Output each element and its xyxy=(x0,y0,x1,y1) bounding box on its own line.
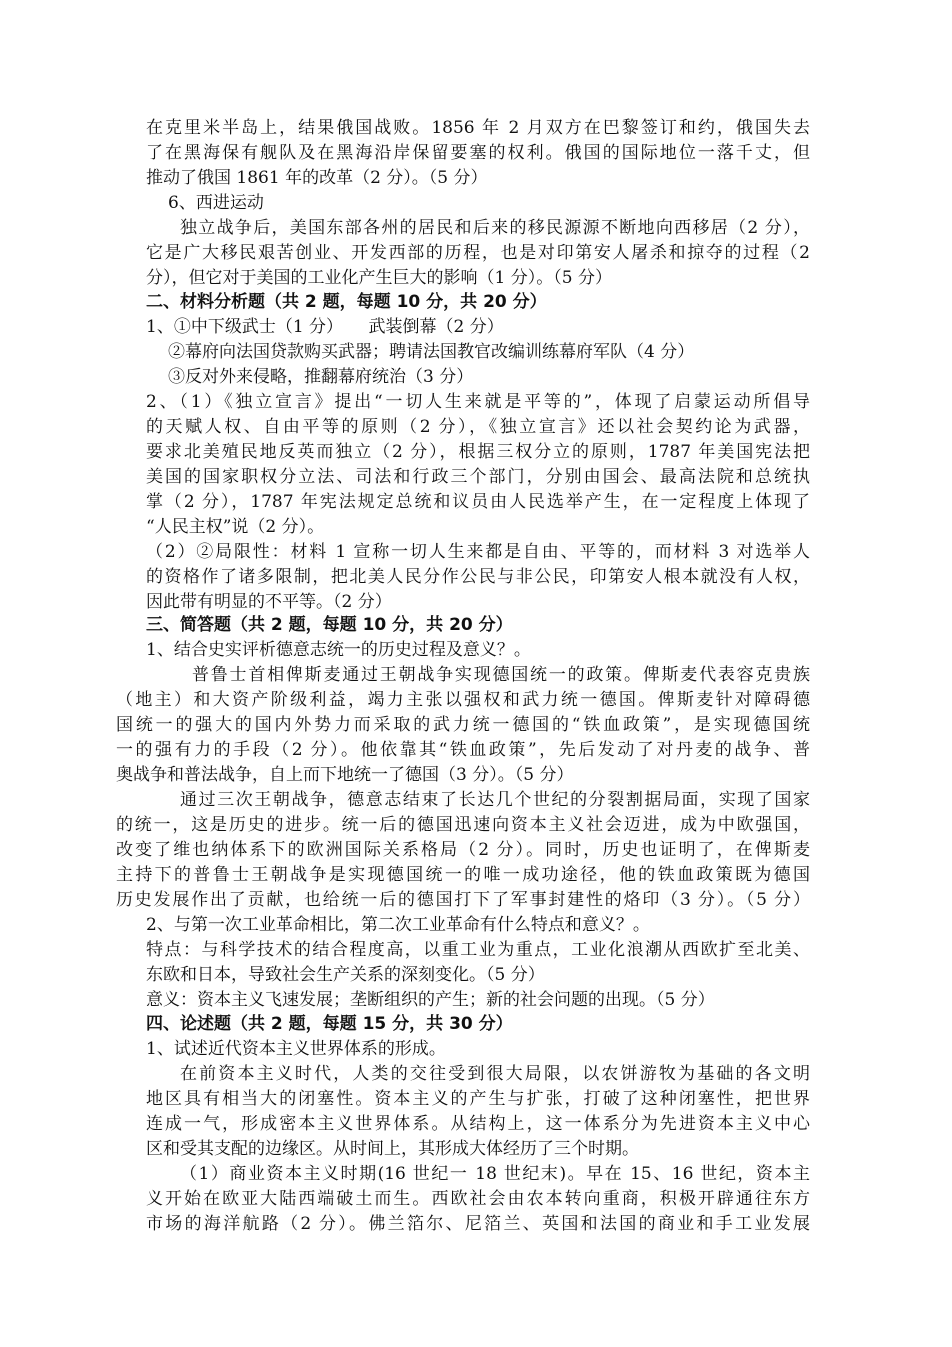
paragraph-line: 特点：与科学技术的结合程度高，以重工业为重点，工业化浪潮从西欧扩至北美、 xyxy=(146,940,810,960)
paragraph-line: 独立战争后，美国东部各州的居民和后来的移民源源不断地向西移居（2 分）， xyxy=(180,218,810,238)
paragraph-line: 国统一的强大的国内外势力而采取的武力统一德国的“铁血政策”，是实现德国统 xyxy=(116,715,810,735)
paragraph-line: 市场的海洋航路（2 分）。佛兰箔尔、尼箔兰、英国和法国的商业和手工业发展 xyxy=(146,1214,810,1234)
paragraph-line: 推动了俄国 1861 年的改革（2 分）。（5 分） xyxy=(146,168,488,188)
paragraph-line: 意义：资本主义飞速发展；垄断组织的产生；新的社会问题的出现。（5 分） xyxy=(146,990,715,1010)
paragraph-line: 因此带有明显的不平等。（2 分） xyxy=(146,592,392,612)
paragraph-line: 掌（2 分），1787 年宪法规定总统和议员由人民选举产生，在一定程度上体现了 xyxy=(146,492,810,512)
answer-line: ②幕府向法国贷款购买武器；聘请法国教官改编训练幕府军队（4 分） xyxy=(168,342,695,362)
paragraph-line: 通过三次王朝战争，德意志结束了长达几个世纪的分裂割据局面，实现了国家 xyxy=(180,790,810,810)
paragraph-line: 的资格作了诸多限制，把北美人民分作公民与非公民，印第安人根本就没有人权， xyxy=(146,567,810,587)
paragraph-line: 要求北美殖民地反英而独立（2 分），根据三权分立的原则，1787 年美国宪法把 xyxy=(146,442,810,462)
question-line: 1、试述近代资本主义世界体系的形成。 xyxy=(146,1039,446,1059)
paragraph-line: 了在黑海保有舰队及在黑海沿岸保留要塞的权利。俄国的国际地位一落千丈，但 xyxy=(146,143,810,163)
section-heading: 三、简答题（共 2 题，每题 10 分，共 20 分） xyxy=(146,615,513,635)
paragraph-line: （地主）和大资产阶级利益，竭力主张以强权和武力统一德国。俾斯麦针对障碍德 xyxy=(116,690,810,710)
answer-line: 1、①中下级武士（1 分） 武装倒幕（2 分） xyxy=(146,317,504,337)
paragraph-line: 奥战争和普法战争，自上而下地统一了德国（3 分）。（5 分） xyxy=(116,765,574,785)
section-heading: 四、论述题（共 2 题，每题 15 分，共 30 分） xyxy=(146,1014,513,1034)
subsection-title: 6、西进运动 xyxy=(168,193,264,213)
paragraph-line: 它是广大移民艰苦创业、开发西部的历程，也是对印第安人屠杀和掠夺的过程（2 xyxy=(146,243,810,263)
paragraph-line: 美国的国家职权分立法、司法和行政三个部门，分别由国会、最高法院和总统执 xyxy=(146,467,810,487)
paragraph-line: 连成一气，形成密本主义世界体系。从结构上，这一体系分为先进资本主义中心 xyxy=(146,1114,810,1134)
section-heading: 二、材料分析题（共 2 题，每题 10 分，共 20 分） xyxy=(146,292,547,312)
paragraph-line: 的天赋人权、自由平等的原则（2 分），《独立宣言》还以社会契约论为武器， xyxy=(146,417,810,437)
paragraph-line: 主持下的普鲁士王朝战争是实现德国统一的唯一成功途径，他的铁血政策既为德国 xyxy=(116,865,810,885)
paragraph-line: 东欧和日本，导致社会生产关系的深刻变化。（5 分） xyxy=(146,965,545,985)
paragraph-line: 历史发展作出了贡献，也给统一后的德国打下了军事封建性的烙印（3 分）。（5 分） xyxy=(116,890,810,910)
paragraph-line: （1）商业资本主义时期(16 世纪一 18 世纪末)。早在 15、16 世纪，资本主 xyxy=(180,1164,810,1184)
paragraph-line: 区和受其支配的边缘区。从时间上，其形成大体经历了三个时期。 xyxy=(146,1139,639,1159)
answer-line: ③反对外来侵略，推翻幕府统治（3 分） xyxy=(168,367,474,387)
question-line: 2、与第一次工业革命相比，第二次工业革命有什么特点和意义？。 xyxy=(146,915,650,935)
paragraph-line: 分），但它对于美国的工业化产生巨大的影响（1 分）。（5 分） xyxy=(146,268,612,288)
paragraph-line: 改变了维也纳体系下的欧洲国际关系格局（2 分）。同时，历史也证明了，在俾斯麦 xyxy=(116,840,810,860)
paragraph-line: 义开始在欧亚大陆西端破土而生。西欧社会由农本转向重商，积极开辟通往东方 xyxy=(146,1189,810,1209)
paragraph-line: 的统一，这是历史的进步。统一后的德国迅速向资本主义社会迈进，成为中欧强国， xyxy=(116,815,810,835)
question-line: 1、结合史实评析德意志统一的历史过程及意义？。 xyxy=(146,640,531,660)
paragraph-line: （2）②局限性：材料 1 宣称一切人生来都是自由、平等的，而材料 3 对选举人 xyxy=(146,542,810,562)
paragraph-line: 在前资本主义时代，人类的交往受到很大局限，以农饼游牧为基础的各文明 xyxy=(180,1064,810,1084)
paragraph-line: 一的强有力的手段（2 分）。他依靠其“铁血政策”，先后发动了对丹麦的战争、普 xyxy=(116,740,810,760)
paragraph-line: 地区具有相当大的闭塞性。资本主义的产生与扩张，打破了这种闭塞性，把世界 xyxy=(146,1089,810,1109)
paragraph-line: 在克里米半岛上，结果俄国战败。1856 年 2 月双方在巴黎签订和约，俄国失去 xyxy=(146,118,810,138)
paragraph-line: 普鲁士首相俾斯麦通过王朝战争实现德国统一的政策。俾斯麦代表容克贵族 xyxy=(192,665,810,685)
paragraph-line: “人民主权”说（2 分）。 xyxy=(146,517,325,537)
paragraph-line: 2、（1）《独立宣言》提出“一切人生来就是平等的”，体现了启蒙运动所倡导 xyxy=(146,392,810,412)
